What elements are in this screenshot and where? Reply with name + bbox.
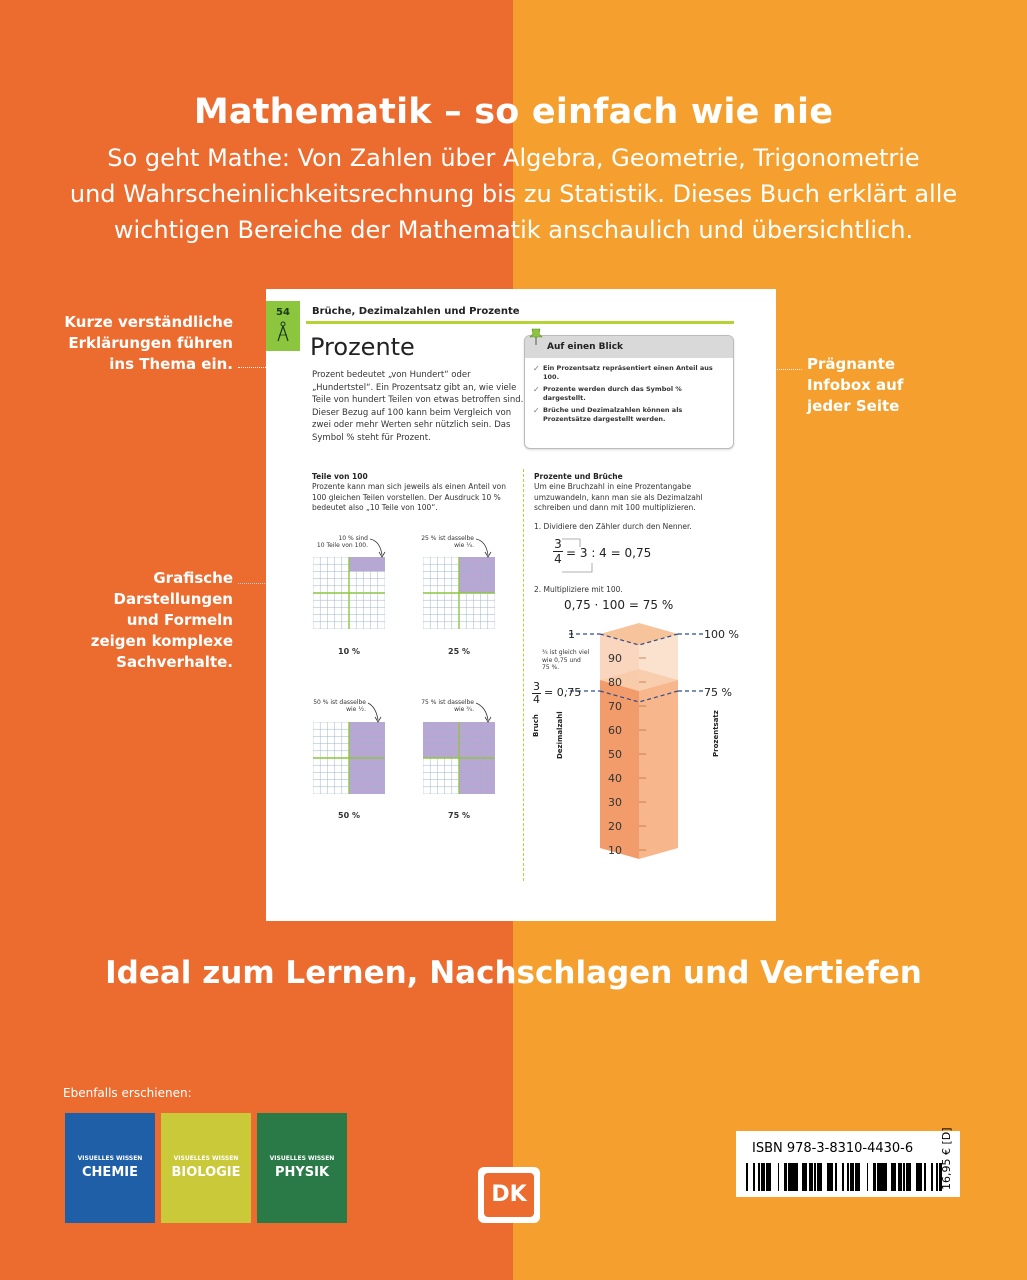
tower-tick-label: 40 [608,772,622,785]
page-title: Prozente [310,333,415,361]
callout-line: Prägnante [807,355,896,373]
tower-note: ¾ ist gleich viel wie 0,75 und 75 %. [542,649,590,671]
infobox-item-text: Prozente werden durch das Symbol % dargestellt. [543,385,682,402]
formula-multiply: 0,75 · 100 = 75 % [564,598,674,612]
callout-explanations [64,312,233,375]
intro-line: wichtigen Bereiche der Mathematik anschaulich und übersichtlich. [113,216,914,244]
infobox-item-text: Ein Prozentsatz repräsentiert einen Anteil aus 100. [543,364,713,381]
callout-line: ins Thema ein. [109,355,233,373]
grid-caption: 25 % ist dasselbe wie ¼. [421,535,474,549]
axis-label-bruch: Bruch [532,714,540,737]
grid-caption: 75 % ist dasselbe wie ¾. [421,699,474,713]
book-series: VISUELLES WISSEN [173,1155,239,1162]
sample-page [266,289,776,921]
book-cover-chemie[interactable] [65,1113,155,1223]
fraction-numerator: 3 [554,537,562,551]
axis-label-dezimalzahl: Dezimalzahl [556,711,564,759]
checkmark-icon: ✓ [533,406,540,415]
barcode-icon [746,1163,942,1191]
grid-caption: 50 % ist dasselbe wie ½. [313,699,366,713]
callout-graphics [91,568,233,673]
callout-line: zeigen komplexe [90,632,233,650]
callout-line: und Formeln [126,611,233,629]
tower-mid-left-label: = 0,75 [544,686,582,699]
tower-top-left-label: 1 [568,628,575,641]
also-published-label: Ebenfalls erschienen: [63,1086,192,1100]
checkmark-icon: ✓ [533,385,540,394]
price: 16,95 € [D] [940,1127,953,1190]
book-cover-physik[interactable] [257,1113,347,1223]
tower-top-right-label: 100 % [704,628,739,641]
tower-tick-label: 20 [608,820,622,833]
tower-tick-label: 60 [608,724,622,737]
step-two: 2. Multipliziere mit 100. [534,585,623,594]
tower-tick-label: 90 [608,652,622,665]
grid-label: 25 % [448,647,470,656]
infobox-title: Auf einen Blick [525,336,733,358]
callout-line: Grafische [153,569,233,587]
grid-caption: 10 % sind 10 Teile von 100. [316,535,368,549]
bottom-headline: Ideal zum Lernen, Nachschlagen und Vertiefen [105,955,922,991]
tower-fraction-denominator: 4 [533,693,540,706]
infobox-item-text: Brüche und Dezimalzahlen können als Prozentsätze dargestellt werden. [543,406,683,423]
book-title: CHEMIE [82,1165,138,1180]
callout-line: Erklärungen führen [68,334,233,352]
publisher-logo-text: DK [484,1173,534,1217]
tower-tick-label: 10 [608,844,622,857]
axis-label-prozentsatz: Prozentsatz [712,710,720,757]
tower-tick-label: 30 [608,796,622,809]
book-title: BIOLOGIE [171,1165,241,1180]
grid-label: 75 % [448,811,470,820]
callout-infobox [807,354,903,417]
tower-fraction [532,681,541,706]
tower-tick-label: 50 [608,748,622,761]
formula-division: = 3 : 4 = 0,75 [566,546,652,560]
callout-line: Darstellungen [113,590,233,608]
book-series: VISUELLES WISSEN [269,1155,335,1162]
callout-line: Sachverhalte. [116,653,233,671]
right-column-text: Um eine Bruchzahl in eine Prozentangabe umzuwandeln, kann man sie als Dezimalzahl schreiben und dann mit 100 multiplizieren. [534,482,703,512]
grid-label: 10 % [338,647,360,656]
intro-line: und Wahrscheinlichkeitsrechnung bis zu Statistik. Dieses Buch erklärt alle [69,180,958,208]
book-cover-biologie[interactable] [161,1113,251,1223]
page-body-text: Prozent bedeutet „von Hundert“ oder „Hundertstel“. Ein Prozentsatz gibt an, wie viele Teile von hundert Teilen von etwas betroffen sind. Dieser Bezug auf 100 kann beim Vergleich von zwei oder mehr Werten sehr nützlich sein. Das Symbol % steht für Prozent. [312,370,524,443]
grid-label: 50 % [338,811,360,820]
callout-line: jeder Seite [807,397,900,415]
intro-line: So geht Mathe: Von Zahlen über Algebra, Geometrie, Trigonometrie [107,144,920,172]
book-title: PHYSIK [274,1165,330,1180]
left-column-text: Prozente kann man sich jeweils als einen Anteil von 100 gleichen Teilen vorstellen. Der Ausdruck 10 % bedeutet also „10 Teile von 100“. [312,482,506,512]
callout-line: Infobox auf [807,376,904,394]
tower-tick-label: 80 [608,676,622,689]
left-column-heading: Teile von 100 [312,472,368,481]
right-column-heading: Prozente und Brüche [534,472,623,481]
isbn: ISBN 978-3-8310-4430-6 [752,1141,914,1156]
tower-tick-label: 70 [608,700,622,713]
book-series: VISUELLES WISSEN [77,1155,143,1162]
publisher-logo [478,1167,540,1223]
callout-line: Kurze verständliche [64,313,233,331]
headline: Mathematik – so einfach wie nie [193,92,834,132]
step-one: 1. Dividiere den Zähler durch den Nenner. [534,522,692,531]
section-title: Brüche, Dezimalzahlen und Prozente [312,306,520,317]
checkmark-icon: ✓ [533,364,540,373]
tower-mid-right-label: 75 % [704,686,732,699]
fraction-denominator: 4 [554,552,562,566]
page-number-text: 54 [276,307,290,318]
intro-text [60,140,967,248]
tower-fraction-numerator: 3 [533,680,540,693]
